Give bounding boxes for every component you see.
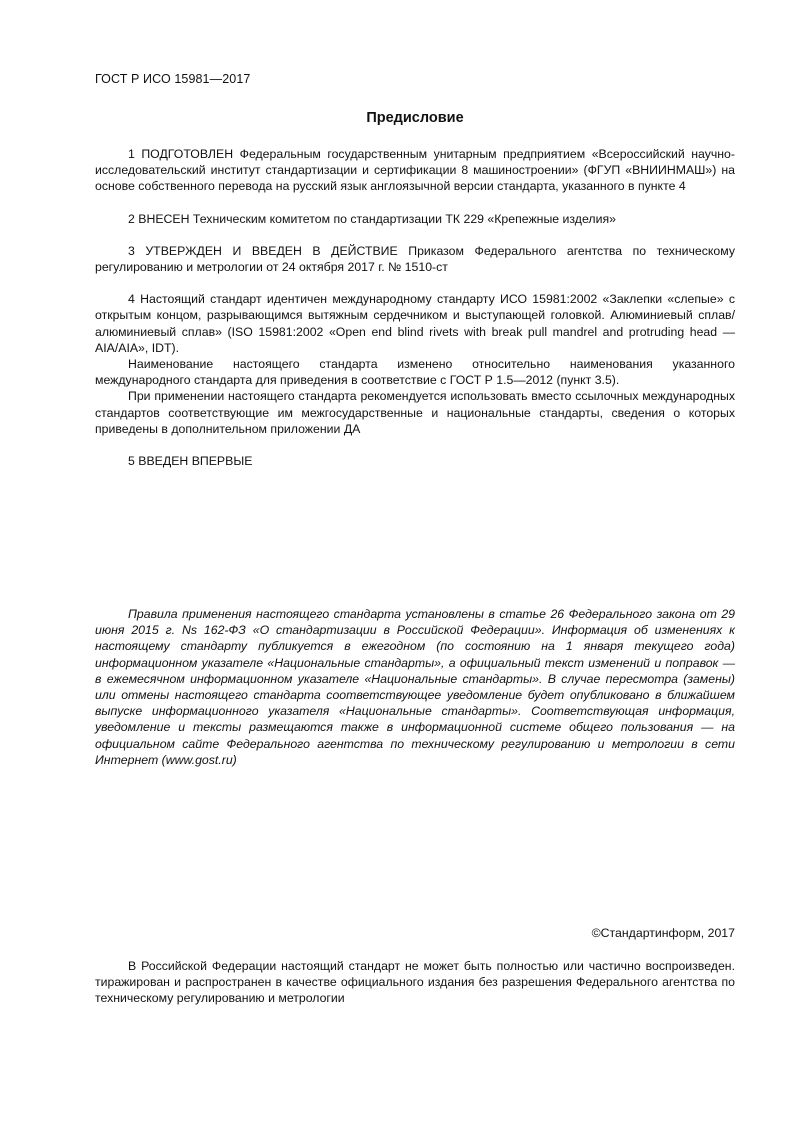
copyright-line: ©Стандартинформ, 2017 [591,926,735,940]
page-title: Предисловие [366,110,464,126]
document-code-header: ГОСТ Р ИСО 15981—2017 [95,72,251,86]
reproduction-notice-text: В Российской Федерации настоящий стандарт не может быть полностью или частично воспроизведен. тиражирован и распространен в качестве официального издания без разрешения Федерального агентства по техническому регулированию и метрологии [95,959,735,1006]
section-5-introduced: 5 ВВЕДЕН ВПЕРВЫЕ [128,454,253,469]
rules-notice-text: Правила применения настоящего стандарта установлены в статье 26 Федерального закона от 29 июня 2015 г. Ns 162-ФЗ «О стандартизации в Российской Федерации». Информация об изменениях к настоящему стандарту публикуется в ежегодном (по состоянию на 1 января текущего года) информационном указателе «Национальные стандарты», а официальный текст изменений и поправок — в ежемесячном информационном указателе «Национальные стандарты». В случае пересмотра (замены) или отмены настоящего стандарта соответствующее уведомление будет опубликовано в ближайшем выпуске информационного указателя «Национальные стандарты». Соответствующая информация, уведомление и тексты размещаются также в информационной системе общего пользования — на официальном сайте Федерального агентства по техническому регулированию и метрологии в сети Интернет (www.gost.ru) [95,607,735,767]
foreword-body [95,146,735,469]
section-4-name-changed: Наименование настоящего стандарта изменено относительно наименования указанного международного стандарта для приведения в соответствие с ГОСТ Р 1.5—2012 (пункт 3.5). [95,357,735,388]
section-4-references: При применении настоящего стандарта рекомендуется использовать вместо ссылочных международных стандартов соответствующие им межгосударственные и национальные стандарты, сведения о которых приведены в дополнительном приложении ДА [95,389,735,436]
section-2-submitted: 2 ВНЕСЕН Техническим комитетом по стандартизации ТК 229 «Крепежные изделия» [128,211,616,226]
reproduction-notice [95,958,735,1007]
rules-notice [95,606,735,768]
section-3-approved: 3 УТВЕРЖДЕН И ВВЕДЕН В ДЕЙСТВИЕ Приказом Федерального агентства по техническому регулированию и метрологии от 24 октября 2017 г. № 1510-ст [95,243,735,275]
section-1-prepared: 1 ПОДГОТОВЛЕН Федеральным государственным унитарным предприятием «Всероссийский научно-исследовательский институт стандартизации и сертификации 8 машиностроении» (ФГУП «ВНИИНМАШ») на основе собственного перевода на русский язык англоязычной версии стандарта, указанного в пункте 4 [95,147,735,194]
section-4-identical: 4 Настоящий стандарт идентичен международному стандарту ИСО 15981:2002 «Заклепки «слепые» с открытым концом, разрывающимся вытяжным сердечником и выступающей головкой. Алюминиевый сплав/алюминиевый сплав» (ISO 15981:2002 «Open end blind rivets with break pull mandrel and protruding head —AIA/AIA», IDT). [95,292,735,355]
